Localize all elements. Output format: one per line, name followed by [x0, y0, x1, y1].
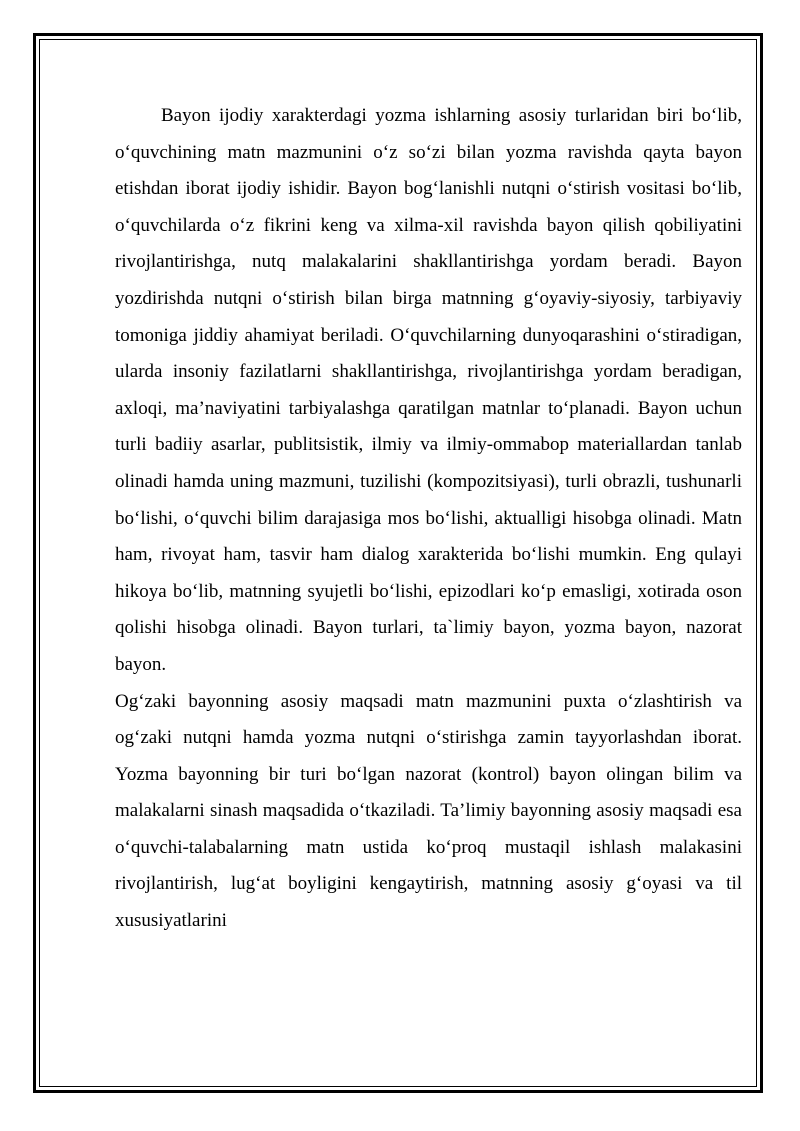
paragraph-2: Og‘zaki bayonning asosiy maqsadi matn mazmunini puxta o‘zlashtirish va og‘zaki nutqni hamda yozma nutqni o‘stirishga zamin tayyorlashdan iborat. Yozma bayonning bir turi bo‘lgan nazorat (kontrol) bayon olingan bilim va malakalarni sinash maqsadida o‘tkaziladi. Ta’limiy bayonning asosiy maqsadi esa o‘quvchi-talabalarning matn ustida ko‘proq mustaqil ishlash malakasini rivojlantirish, lug‘at boyligini kengaytirish, matnning asosiy g‘oyasi va til xususiyatlarini: [115, 690, 742, 932]
document-body: [115, 98, 742, 940]
paragraph-1: Bayon ijodiy xarakterdagi yozma ishlarning asosiy turlaridan biri bo‘lib, o‘quvchining matn mazmunini o‘z so‘zi bilan yozma ravishda qayta bayon etishdan iborat ijodiy ishidir. Bayon bog‘lanishli nutqni o‘stirish vositasi bo‘lib, o‘quvchilarda o‘z fikrini keng va xilma-xil ravishda bayon qilish qobiliyatini rivojlantirishga, nutq malakalarini shakllantirishga yordam beradi. Bayon yozdirishda nutqni o‘stirish bilan birga matnning g‘oyaviy-siyosiy, tarbiyaviy tomoniga jiddiy ahamiyat beriladi. O‘quvchilarning dunyoqarashini o‘stiradigan, ularda insoniy fazilatlarni shakllantirishga, rivojlantirishga yordam beradigan, axloqi, ma’naviyatini tarbiyalashga qaratilgan matnlar to‘planadi. Bayon uchun turli badiiy asarlar, publitsistik, ilmiy va ilmiy-ommabop materiallardan tanlab olinadi hamda uning mazmuni, tuzilishi (kompozitsiyasi), turli obrazli, tushunarli bo‘lishi, o‘quvchi bilim darajasiga mos bo‘lishi, aktualligi hisobga olinadi. Matn ham, rivoyat ham, tasvir ham dialog xarakterida bo‘lishi mumkin. Eng qulayi hikoya bo‘lib, matnning syujetli bo‘lishi, epizodlari ko‘p emasligi, xotirada oson qolishi hisobga olinadi. Bayon turlari, ta`limiy bayon, yozma bayon, nazorat bayon.: [115, 105, 742, 675]
